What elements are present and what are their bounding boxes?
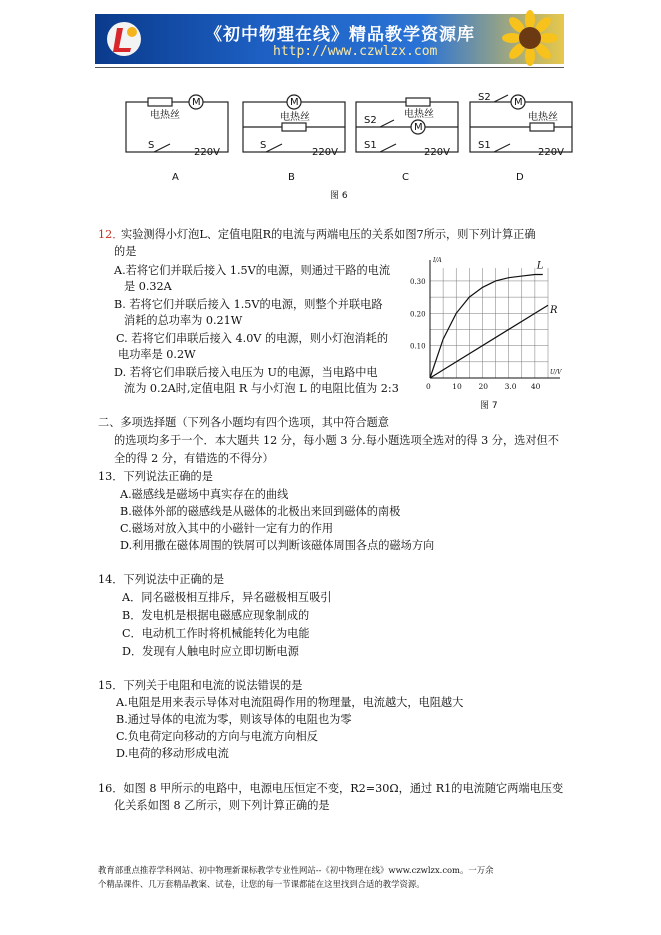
q12-option-a-line1: A.若将它们并联后接入 1.5V的电源，则通过干路的电流 (114, 264, 391, 277)
section2-heading: 二、多项选择题（下列各小题均有四个选项，其中符合题意 (98, 416, 389, 429)
q15-option-d: D.电荷的移动形成电流 (116, 747, 229, 760)
q14-option-b: B．发电机是根据电磁感应现象制成的 (122, 609, 310, 622)
series-line-l (430, 274, 543, 378)
option-label-b: B (288, 172, 295, 183)
q13-option-d: D.利用撒在磁体周围的铁屑可以判断该磁体周围各点的磁场方向 (120, 539, 435, 552)
q15-stem: 15．下列关于电阻和电流的说法错误的是 (98, 679, 303, 692)
banner-divider (95, 67, 564, 68)
voltage-label-b: 220V (312, 147, 338, 158)
q15-option-a: A.电阻是用来表示导体对电流阻碍作用的物理量，电流越大，电阻越大 (116, 696, 464, 709)
q16-stem-line2: 化关系如图 8 乙所示，则下列计算正确的是 (114, 799, 330, 812)
footer-line1: 教育部重点推荐学科网站、初中物理新课标教学专业性网站--《初中物理在线》www.czwlzx.com。一万余 (98, 865, 494, 875)
figure-7-chart (412, 256, 572, 394)
figure-6-circuits (118, 90, 564, 185)
q12-option-b-line2: 消耗的总功率为 0.21W (124, 314, 243, 327)
q12-option-b-line1: B. 若将它们并联后接入 1.5V的电源，则整个并联电路 (114, 298, 383, 311)
option-label-d: D (516, 172, 524, 183)
site-logo-icon (105, 20, 143, 58)
x-tick-label: 40 (530, 382, 541, 391)
figure-6-caption: 图 6 (330, 191, 348, 201)
x-tick-label: 0 (426, 382, 431, 391)
section2-line3: 全的得 2 分，有错选的不得分） (114, 452, 274, 465)
q12-stem-line1: 实验测得小灯泡L、定值电阻R的电流与两端电压的关系如图7所示，则下列计算正确 (121, 228, 536, 241)
q13-option-b: B.磁体外部的磁感线是从磁体的北极出来回到磁体的南极 (120, 505, 401, 518)
option-label-a: A (172, 172, 179, 183)
q13-stem: 13．下列说法正确的是 (98, 470, 213, 483)
y-tick-label: 0.10 (410, 342, 426, 351)
switch-s1-label-d: S1 (478, 140, 491, 151)
motor-label-c: M (414, 122, 423, 133)
q14-stem: 14．下列说法中正确的是 (98, 573, 225, 586)
option-label-c: C (402, 172, 409, 183)
q15-option-b: B.通过导体的电流为零，则该导体的电阻也为零 (116, 713, 352, 726)
heater-label-b: 电热丝 (280, 112, 310, 123)
voltage-label-c: 220V (424, 147, 450, 158)
motor-label-b: M (290, 97, 299, 108)
q12-stem-line2: 的是 (114, 245, 137, 258)
switch-label-b: S (260, 140, 267, 151)
series-line-r (430, 305, 548, 378)
q12-number: 12． (98, 228, 124, 241)
q12-option-a-line2: 是 0.32A (124, 280, 172, 293)
heater-label-d: 电热丝 (528, 112, 558, 123)
series-label-r: R (550, 305, 558, 317)
q12-option-c-line1: C. 若将它们串联后接入 4.0V 的电源，则小灯泡消耗的 (116, 332, 389, 345)
switch-s2-label-d: S2 (478, 92, 491, 103)
motor-label-a: M (192, 97, 201, 108)
section2-line2: 的选项均多于一个．本大题共 12 分，每小题 3 分.每小题选项全选对的得 3 分，选对但不 (114, 434, 559, 447)
q13-option-a: A.磁感线是磁场中真实存在的曲线 (120, 488, 289, 501)
switch-s2-label-c: S2 (364, 115, 377, 126)
footer-line2: 个精品课件、几万套精品教案、试卷，让您的每一节课都能在这里找到合适的教学资源。 (98, 879, 425, 889)
x-tick-label: 10 (452, 382, 462, 391)
q13-option-c: C.磁场对放入其中的小磁针一定有力的作用 (120, 522, 334, 535)
banner-url[interactable]: http://www.czwlzx.com (273, 44, 438, 59)
heater-label-c: 电热丝 (404, 109, 434, 120)
voltage-label-d: 220V (538, 147, 564, 158)
series-label-l: L (536, 260, 544, 272)
q12-option-d-line2: 流为 0.2A时,定值电阻 R 与小灯泡 L 的电阻比值为 2:3 (124, 382, 399, 395)
heater-label-a: 电热丝 (150, 110, 180, 121)
q12-option-d-line1: D. 若将它们串联后接入电压为 U的电源，当电路中电 (114, 366, 378, 379)
x-tick-label: 20 (478, 382, 488, 391)
figure-7-caption: 图 7 (480, 401, 498, 411)
q14-option-a: A．同名磁极相互排斥，异名磁极相互吸引 (122, 591, 332, 604)
y-axis-label: I/A (433, 257, 442, 264)
q14-option-d: D．发现有人触电时应立即切断电源 (122, 645, 299, 658)
y-tick-label: 0.20 (410, 310, 426, 319)
q15-option-c: C.负电荷定向移动的方向与电流方向相反 (116, 730, 318, 743)
voltage-label-a: 220V (194, 147, 220, 158)
site-banner (95, 14, 564, 64)
switch-label-a: S (148, 140, 155, 151)
x-tick-label: 3.0 (504, 382, 517, 391)
banner-title: 《初中物理在线》精品教学资源库 (205, 25, 475, 45)
sunflower-icon (500, 8, 560, 68)
q12-option-c-line2: 电功率是 0.2W (118, 348, 196, 361)
y-tick-label: 0.30 (410, 277, 426, 286)
x-axis-label: U/V (550, 369, 562, 376)
q14-option-c: C．电动机工作时将机械能转化为电能 (122, 627, 310, 640)
motor-label-d: M (514, 97, 523, 108)
q16-stem-line1: 16．如图 8 甲所示的电路中，电源电压恒定不变，R2=30Ω，通过 R1的电流随它两端电压变 (98, 782, 564, 795)
switch-s1-label-c: S1 (364, 140, 377, 151)
